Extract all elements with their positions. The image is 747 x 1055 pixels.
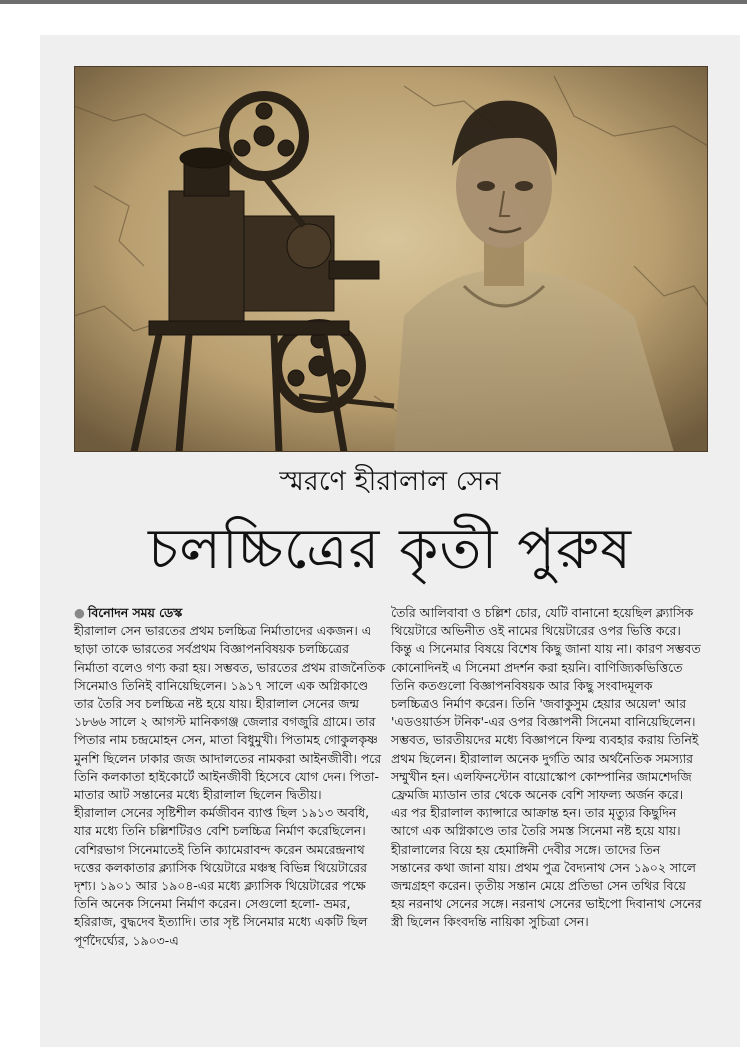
byline: [74, 604, 386, 622]
article-column-right: [391, 604, 703, 932]
paragraph: তৈরি আলিবাবা ও চল্লিশ চোর, যেটি বানানো হয়েছিল ক্ল্যাসিক থিয়েটারে অভিনীত ওই নামের থিয়েটারের ওপর ভিত্তি করে। কিন্তু এ সিনেমার বিষয়ে বিশেষ কিছু জানা যায় না। কারণ সম্ভবত কোনোদিনই এ সিনেমা প্রদর্শন করা হয়নি। বাণিজ্যিকভিত্তিতে তিনি কতগুলো বিজ্ঞাপনবিষয়ক আর কিছু সংবাদমূলক চলচ্চিত্রও নির্মাণ করেন। তিনি 'জবাকুসুম হেয়ার অয়েল' আর 'এডওয়ার্ডস টনিক'-এর ওপর বিজ্ঞাপনী সিনেমা বানিয়েছিলেন। সম্ভবত, ভারতীয়দের মধ্যে বিজ্ঞাপনে ফিল্ম ব্যবহার করায় তিনিই প্রথম ছিলেন। হীরালাল অনেক দুর্গতি আর অর্থনৈতিক সমস্যার সম্মুখীন হন। এলফিনস্টোন বায়োস্কোপ কোম্পানির জামশেদজি ফ্রেমজি ম্যাডান তার থেকে অনেক বেশি সাফল্য অর্জন করে। এর পর হীরালাল ক্যান্সারে আক্রান্ত হন। তার মৃত্যুর কিছুদিন আগে এক অগ্নিকাণ্ডে তার তৈরি সমস্ত সিনেমা নষ্ট হয়ে যায়।: [391, 605, 701, 839]
article-headline: চলচ্চিত্রের কৃতী পুরুষ: [147, 517, 633, 582]
byline-text: বিনোদন সময় ডেস্ক: [87, 605, 183, 620]
top-rule: [0, 0, 747, 4]
paragraph: হীরালালের বিয়ে হয় হেমাঙ্গিনী দেবীর সঙ্গে। তাদের তিন সন্তানের কথা জানা যায়। প্রথম পুত্র বৈদ্যনাথ সেন ১৯০২ সালে জন্মগ্রহণ করেন। তৃতীয় সন্তান মেয়ে প্রতিভা সেন তথির বিয়ে হয় নরনাথ সেনের সঙ্গে। নরনাথ সেনের ভাইপো দিবানাথ সেনের স্ত্রী ছিলেন কিংবদন্তি নায়িকা সুচিত্রা সেন।: [391, 841, 702, 930]
projector-portrait-image: [74, 66, 708, 452]
article-photo: [74, 66, 708, 452]
paragraph: হীরালাল সেনের সৃষ্টিশীল কর্মজীবন ব্যাপ্ত ছিল ১৯১৩ অবধি, যার মধ্যে তিনি চল্লিশটিরও বেশি চলচ্চিত্র নির্মাণ করেছিলেন। বেশিরভাগ সিনেমাতেই তিনি ক্যামেরাবন্দ করেন অমরেন্দ্রনাথ দত্তের কলকাতার ক্ল্যাসিক থিয়েটারে মঞ্চস্থ বিভিন্ন থিয়েটারের দৃশ্য। ১৯০১ আর ১৯০৪-এর মধ্যে ক্ল্যাসিক থিয়েটারের পক্ষে তিনি অনেক সিনেমা নির্মাণ করেন। সেগুলো হলো- ভ্রমর, হরিরাজ, বুদ্ধদেব ইত্যাদি। তার সৃষ্ট সিনেমার মধ্যে একটি ছিল পূর্ণদৈর্ঘ্যের, ১৯০৩-এ: [74, 805, 370, 948]
bullet-icon: ●: [74, 605, 85, 620]
article-kicker: স্মরণে হীরালাল সেন: [279, 466, 501, 497]
paragraph: হীরালাল সেন ভারতের প্রথম চলচ্চিত্র নির্মাতাদের একজন। এ ছাড়া তাকে ভারতের সর্বপ্রথম বিজ্ঞাপনবিষয়ক চলচ্চিত্রের নির্মাতা বলেও গণ্য করা হয়। সম্ভবত, ভারতের প্রথম রাজনৈতিক সিনেমাও তিনিই বানিয়েছিলেন। ১৯১৭ সালে এক অগ্নিকাণ্ডে তার তৈরি সব চলচ্চিত্র নষ্ট হয়ে যায়। হীরালাল সেনের জন্ম ১৮৬৬ সালে ২ আগস্ট মানিকগঞ্জ জেলার বগজুরি গ্রামে। তার পিতার নাম চন্দ্রমোহন সেন, মাতা বিধুমুখী। পিতামহ গোকুলকৃষ্ণ মুনশি ছিলেন ঢাকার জজ আদালতের নামকরা আইনজীবী। পরে তিনি কলকাতা হাইকোর্টে আইনজীবী হিসেবে যোগ দেন। পিতা-মাতার আট সন্তানের মধ্যে হীরালাল ছিলেন দ্বিতীয়।: [74, 623, 386, 803]
article-column-left: [74, 604, 386, 950]
